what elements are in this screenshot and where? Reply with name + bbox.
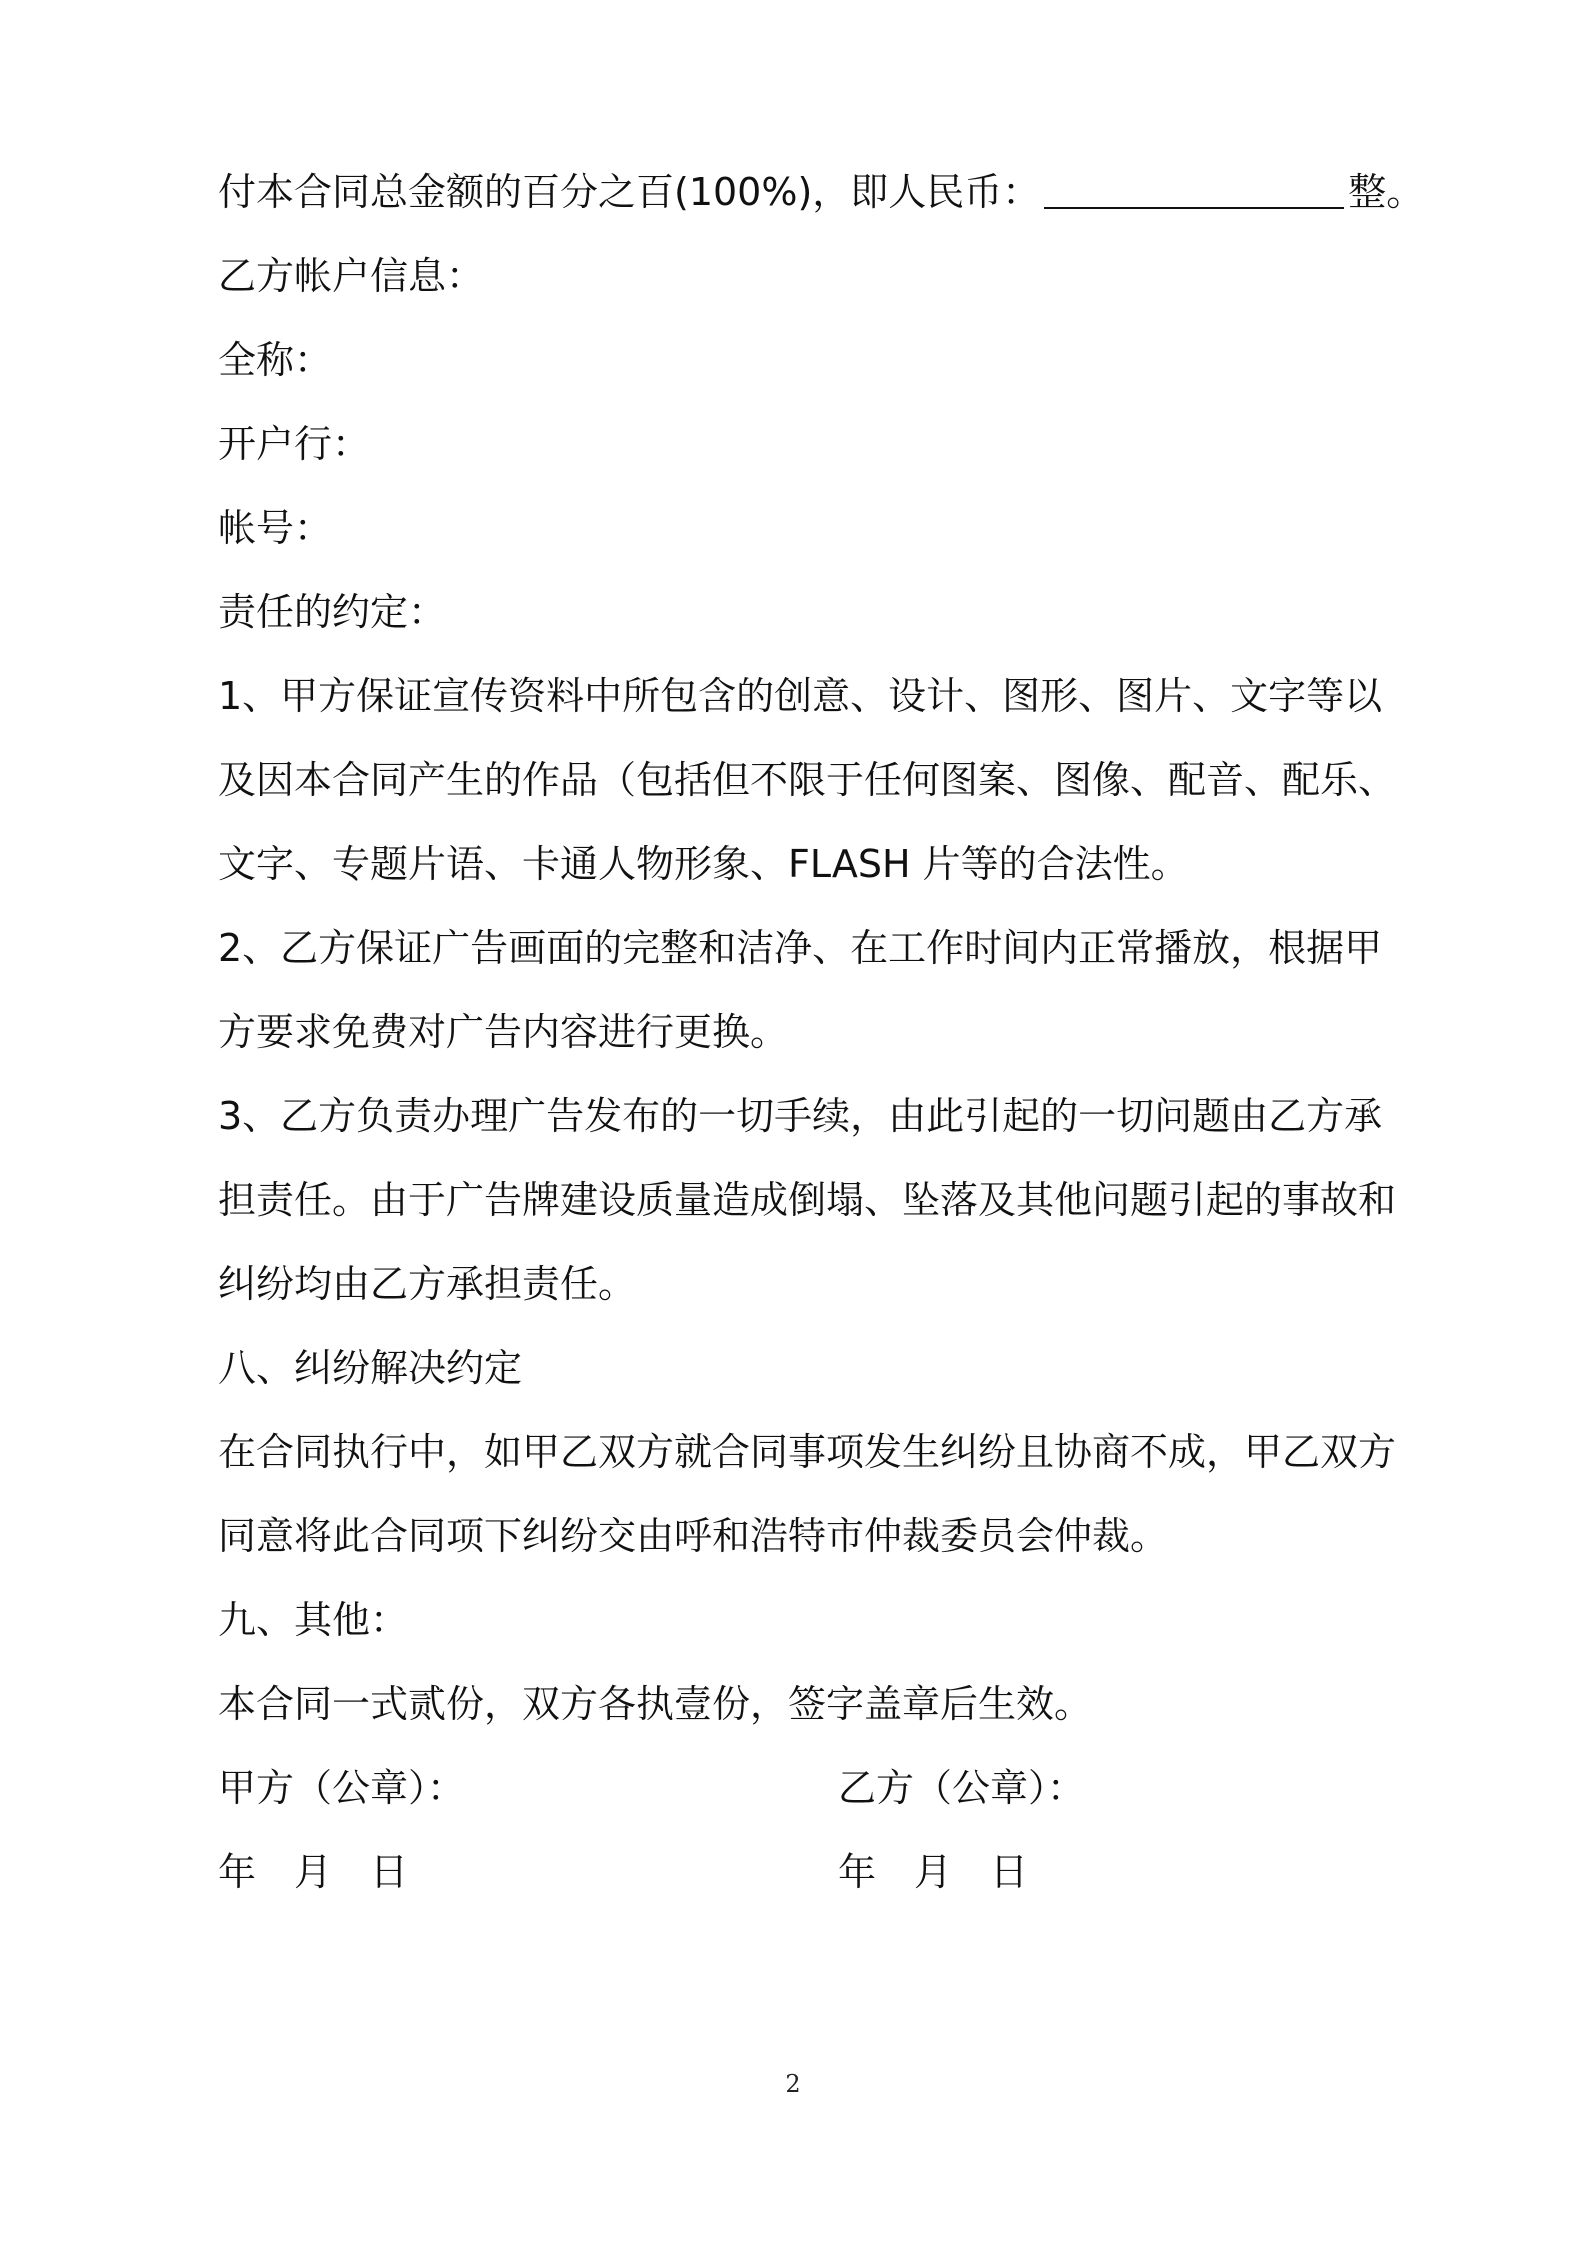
payment-line	[218, 150, 1425, 234]
liability-line: 2、乙方保证广告画面的完整和洁净、在工作时间内正常播放，根据甲	[218, 926, 1383, 970]
party-b-seal-label: 乙方（公章）：	[838, 1766, 1086, 1810]
party-b-month: 月	[914, 1850, 953, 1894]
party-b-day: 日	[990, 1850, 1029, 1894]
party-a-day: 日	[370, 1850, 409, 1894]
party-b-year: 年	[838, 1850, 877, 1894]
party-a-date	[218, 1830, 838, 1914]
contract-body	[218, 150, 1425, 1914]
account-bank-label: 开户行：	[218, 422, 371, 466]
other-text: 本合同一式贰份，双方各执壹份，签字盖章后生效。	[218, 1682, 1093, 1726]
other-heading: 九、其他：	[218, 1598, 409, 1642]
liability-line: 纠纷均由乙方承担责任。	[218, 1262, 637, 1306]
party-a-year: 年	[218, 1850, 257, 1894]
signature-row	[218, 1746, 1378, 1830]
liability-line: 1、甲方保证宣传资料中所包含的创意、设计、图形、图片、文字等以	[218, 674, 1383, 718]
liability-heading: 责任的约定：	[218, 590, 447, 634]
account-number-label: 帐号：	[218, 506, 333, 550]
date-row	[218, 1830, 1378, 1914]
liability-line: 及因本合同产生的作品（包括但不限于任何图案、图像、配音、配乐、	[218, 758, 1397, 802]
dispute-line: 同意将此合同项下纠纷交由呼和浩特市仲裁委员会仲裁。	[218, 1514, 1169, 1558]
payment-suffix: 整。	[1348, 170, 1425, 214]
account-heading: 乙方帐户信息：	[218, 254, 485, 298]
liability-line: 3、乙方负责办理广告发布的一切手续，由此引起的一切问题由乙方承	[218, 1094, 1383, 1138]
liability-line: 方要求免费对广告内容进行更换。	[218, 1010, 789, 1054]
party-a-seal-label: 甲方（公章）：	[218, 1766, 466, 1810]
liability-line: 文字、专题片语、卡通人物形象、FLASH 片等的合法性。	[218, 842, 1189, 886]
amount-blank	[1044, 169, 1344, 209]
liability-line: 担责任。由于广告牌建设质量造成倒塌、坠落及其他问题引起的事故和	[218, 1178, 1397, 1222]
account-full-name-label: 全称：	[218, 338, 333, 382]
page-number: 2	[785, 2070, 801, 2098]
party-a-month: 月	[294, 1850, 333, 1894]
party-b-date	[838, 1830, 1338, 1914]
dispute-line: 在合同执行中，如甲乙双方就合同事项发生纠纷且协商不成，甲乙双方	[218, 1430, 1397, 1474]
payment-text: 付本合同总金额的百分之百(100%)，即人民币：	[218, 170, 1041, 214]
dispute-heading: 八、纠纷解决约定	[218, 1346, 523, 1390]
